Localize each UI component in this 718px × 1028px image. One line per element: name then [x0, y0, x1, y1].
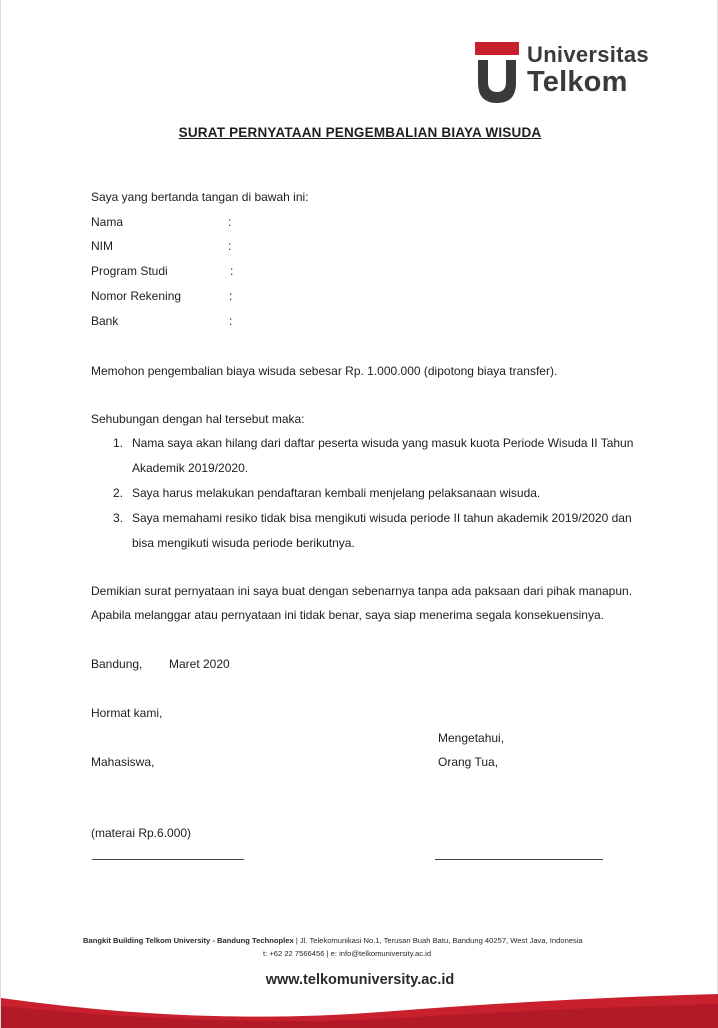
point-number: 3.	[113, 511, 124, 525]
logo-line2: Telkom	[527, 66, 628, 98]
closing-line: Demikian surat pernyataan ini saya buat dengan sebenarnya tanpa ada paksaan dari pihak manapun.	[91, 584, 633, 598]
date-text: Maret 2020	[169, 657, 230, 671]
letter-title: SURAT PERNYATAAN PENGEMBALIAN BIAYA WISUDA	[178, 125, 542, 140]
student-signature-line	[92, 859, 244, 860]
field-label-bank: Bank	[91, 314, 119, 328]
point-line: Nama saya akan hilang dari daftar peserta wisuda yang masuk kuota Periode Wisuda II Tahun	[132, 436, 634, 450]
place-text: Bandung,	[91, 657, 143, 671]
point-line: bisa mengikuti wisuda periode berikutnya.	[132, 536, 355, 550]
logo-line1: Universitas	[527, 42, 649, 67]
point-line: Akademik 2019/2020.	[132, 461, 249, 475]
request-text: Memohon pengembalian biaya wisuda sebesar Rp. 1.000.000 (dipotong biaya transfer).	[91, 364, 558, 378]
stamp-note: (materai Rp.6.000)	[91, 826, 192, 840]
field-colon-program-studi: :	[230, 264, 234, 278]
point-number: 2.	[113, 486, 124, 500]
field-colon-bank: :	[229, 314, 233, 328]
intro-text: Saya yang bertanda tangan di bawah ini:	[91, 190, 309, 204]
field-colon-nim: :	[228, 239, 232, 253]
regards-text: Hormat kami,	[91, 706, 163, 720]
field-label-nim: NIM	[91, 239, 113, 253]
footer-street: | Jl. Telekomunikasi No.1, Terusan Buah Batu, Bandung 40257, West Java, Indonesia	[295, 936, 583, 945]
acknowledged-text: Mengetahui,	[438, 731, 505, 745]
field-colon-nama: :	[228, 215, 232, 229]
footer-building: Bangkit Building Telkom University - Bandung Technoplex	[83, 936, 294, 945]
footer-email: | e: info@telkomuniversity.ac.id	[326, 949, 432, 958]
field-label-program-studi: Program Studi	[91, 264, 168, 278]
footer-wave-decoration	[1, 990, 718, 1028]
parent-label: Orang Tua,	[438, 755, 499, 769]
field-label-nomor-rekening: Nomor Rekening	[91, 289, 182, 303]
closing-line: Apabila melanggar atau pernyataan ini tidak benar, saya siap menerima segala konsekuensinya.	[91, 608, 604, 622]
telkom-emblem-icon	[475, 40, 523, 106]
field-colon-nomor-rekening: :	[229, 289, 233, 303]
university-logo	[475, 40, 665, 106]
field-label-nama: Nama	[91, 215, 124, 229]
point-number: 1.	[113, 436, 124, 450]
consequence-intro: Sehubungan dengan hal tersebut maka:	[91, 412, 305, 426]
student-label: Mahasiswa,	[91, 755, 155, 769]
parent-signature-line	[435, 859, 603, 860]
footer-phone: t: +62 22 7566456	[263, 949, 325, 958]
footer-address	[83, 936, 583, 945]
footer-contact	[263, 949, 431, 958]
point-line: Saya harus melakukan pendaftaran kembali menjelang pelaksanaan wisuda.	[132, 486, 541, 500]
footer-website[interactable]: www.telkomuniversity.ac.id	[265, 972, 455, 988]
point-line: Saya memahami resiko tidak bisa mengikuti wisuda periode II tahun akademik 2019/2020 dan	[132, 511, 632, 525]
